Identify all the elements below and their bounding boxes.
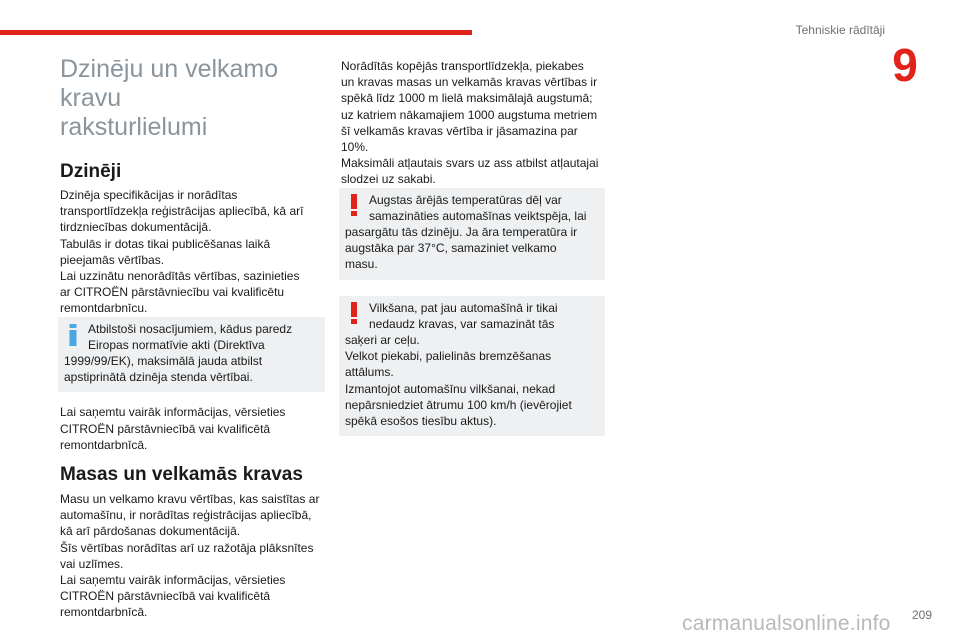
- text-line: ar CITROËN pārstāvniecību vai kvalificētu: [60, 285, 285, 300]
- watermark: carmanualsonline.info: [682, 612, 891, 635]
- warning-line: samazināties automašīnas veiktspēja, lai: [369, 208, 587, 223]
- text-line: šī velkamās kravas vērtība ir jāsamazina par: [341, 123, 578, 138]
- text-line: Tabulās ir dotas tikai publicēšanas laikā: [60, 236, 271, 251]
- text-line: remontdarbnīcā.: [60, 605, 148, 620]
- page-title: [60, 55, 325, 142]
- warning-line: Izmantojot automašīnu vilkšanai, nekad: [345, 381, 556, 396]
- text-line: pieejamās vērtības.: [60, 252, 165, 267]
- text-line: Norādītās kopējās transportlīdzekļa, piekabes: [341, 59, 584, 73]
- warning-icon: [349, 302, 359, 324]
- info-note-line: apstiprinātā dzinēja stenda vērtībai.: [64, 370, 253, 385]
- warning-line: Velkot piekabi, palielinās bremzēšanas: [345, 349, 552, 364]
- heading-engines: Dzinēji: [60, 161, 122, 182]
- info-icon: [68, 324, 78, 346]
- text-line: CITROËN pārstāvniecībā vai kvalificētā: [60, 589, 271, 604]
- text-line: kā arī pārdošanas dokumentācijā.: [60, 524, 241, 539]
- text-line: slodzei uz sakabi.: [341, 172, 436, 187]
- info-note: [58, 317, 325, 393]
- info-note-line: Atbilstoši nosacījumiem, kādus paredz: [88, 321, 293, 336]
- warning-line: Vilkšana, pat jau automašīnā ir tikai: [369, 300, 558, 315]
- page-title-line-1: Dzinēju un velkamo kravu: [60, 55, 279, 112]
- text-line: spēkā līdz 1000 m lielā maksimālajā augstumā;: [341, 91, 593, 106]
- warning-line: saķeri ar ceļu.: [345, 333, 420, 348]
- accent-bar: [0, 30, 472, 35]
- warning-line: attālums.: [345, 365, 394, 380]
- page-number: 209: [911, 608, 932, 622]
- text-line: Dzinēja specifikācijas ir norādītas: [60, 188, 238, 202]
- text-line: Lai saņemtu vairāk informācijas, vērsieties: [60, 405, 286, 420]
- warning-note-towing: [339, 296, 605, 437]
- text-line: Šīs vērtības norādītas arī uz ražotāja plāksnītes: [60, 540, 314, 555]
- warning-line: augstāka par 37°C, samaziniet velkamo: [345, 241, 557, 256]
- warning-note-temperature: [339, 188, 605, 280]
- section-label: Tehniskie rādītāji: [795, 23, 885, 37]
- warning-line: pasargātu tās dzinēju. Ja āra temperatūra ir: [345, 225, 578, 240]
- text-line: CITROËN pārstāvniecībā vai kvalificētā: [60, 421, 271, 436]
- text-line: automašīnu, ir norādītas reģistrācijas apliecībā,: [60, 508, 312, 523]
- text-line: tirdzniecības dokumentācijā.: [60, 220, 212, 235]
- warning-icon: [349, 194, 359, 216]
- text-line: un kravas masas un velkamās kravas vērtības ir: [341, 75, 598, 90]
- text-line: 10%.: [341, 140, 369, 155]
- right-column: [341, 58, 605, 448]
- text-line: Lai saņemtu vairāk informācijas, vērsieties: [60, 573, 286, 588]
- more-info-paragraph: [60, 404, 325, 453]
- info-note-line: Eiropas normatīvie akti (Direktīva: [88, 337, 265, 352]
- text-line: Maksimāli atļautais svars uz ass atbilst atļautajai: [341, 156, 599, 171]
- warning-line: nedaudz kravas, var samazināt tās: [369, 316, 555, 331]
- text-line: Lai uzzinātu nenorādītās vērtības, sazinieties: [60, 269, 300, 284]
- warning-line: masu.: [345, 257, 378, 272]
- heading-masses: Masas un velkamās kravas: [60, 464, 303, 486]
- text-line: uz katriem nākamajiem 1000 augstuma metriem: [341, 107, 598, 122]
- text-line: remontdarbnīcu.: [60, 301, 148, 316]
- info-note-line: 1999/99/EK), maksimālā jauda atbilst: [64, 354, 263, 369]
- text-line: remontdarbnīcā.: [60, 437, 148, 452]
- text-line: Masu un velkamo kravu vērtības, kas saistītas ar: [60, 492, 320, 507]
- text-line: transportlīdzekļa reģistrācijas apliecībā, kā arī: [60, 204, 304, 219]
- page-title-line-2: raksturlielumi: [60, 113, 208, 141]
- warning-line: spēkā esošos tiesību aktus).: [345, 414, 497, 429]
- masses-paragraph: [60, 491, 325, 621]
- chapter-number: 9: [892, 39, 918, 91]
- left-column: [60, 55, 325, 621]
- warning-line: Augstas ārējās temperatūras dēļ var: [369, 192, 562, 207]
- text-line: vai uzlīmes.: [60, 556, 124, 571]
- towing-paragraph: [341, 58, 605, 188]
- engines-paragraph: [60, 187, 325, 317]
- warning-line: nepārsniedziet ātrumu 100 km/h (ievērojiet: [345, 397, 572, 412]
